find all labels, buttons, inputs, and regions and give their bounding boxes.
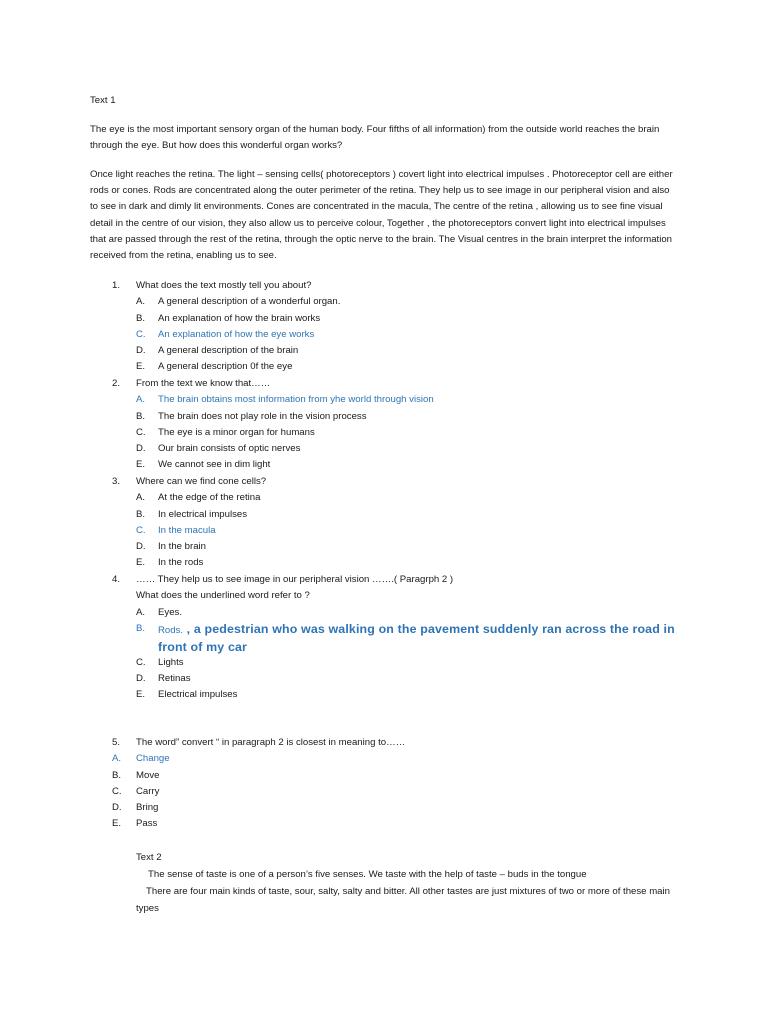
inserted-sentence: , a pedestrian who was walking on the pavement suddenly ran across the road in front of my car [158,621,675,654]
text2-line-2: There are four main kinds of taste, sour, salty, salty and bitter. All other tastes are just mixtures of two or more of these main types [136,886,670,914]
question-number: 4. [112,574,121,585]
question-number: 5. [112,737,121,748]
question-text: Where can we find cone cells? [136,476,267,487]
question-text: From the text we know that…… [136,378,271,389]
question-number: 2. [112,378,121,389]
question-text: The word” convert “ in paragraph 2 is closest in meaning to…… [136,737,406,748]
text1-paragraph-1: The eye is the most important sensory organ of the human body. Four fifths of all information) from the outside world reaches the brain through the eye. But how does this wonderful organ works? [90,124,660,152]
text1-paragraph-2: Once light reaches the retina. The light – sensing cells( photoreceptors ) covert light into electrical impulses . Photoreceptor cell are either rods or cones. Rods are concentrated along the outer perimeter of the retina. They help us to see image in our peripheral vision and also to see in dark and dimly lit environments. Cones are concentrated in the macula, The centre of the retina , allowing us to see fine visual detail in the centre of our vision, they also allow us to perceive colour, Together , the photoreceptors convert light into electrical impulses that are passed through the rest of the retina, through the optic nerve to the brain. The Visual centres in the brain interpret the information received from the retina, enabling us to see. [90,169,673,262]
option-b-label: Rods. [158,624,184,636]
question-text: What does the text mostly tell you about? [136,280,312,291]
question-subtext: What does the underlined word refer to ? [136,590,310,602]
question-number: 1. [112,280,121,291]
document-page: Text 1 The eye is the most important sensory organ of the human body. Four fifths of all information) from the outside world reaches the brain through the eye. But how does this wonderful organ works? Once light reaches the retina. The light – sensing cells( photoreceptors ) covert light into electrical impulses . Photoreceptor cell are either rods or cones. Rods are concentrated along the outer perimeter of the retina. They help us to see image in our peripheral vision and also to see in dark and dimly lit environments. Cones are concentrated in the macula, The centre of the retina , allowing us to see fine visual detail in the centre of our vision, they also allow us to perceive colour, Together , the photoreceptors convert light into electrical impulses that are passed through the rest of the retina, through the optic nerve to the brain. The Visual centres in the brain interpret the information received from the retina, enabling us to see. 1. What does the text mostly tell you about? A. A general description of a wonderful organ. B. An explanation of how the brain works C. An explanation of how the eye works D. A general description of the brain E. A general description 0f the eye 2. From the text we know that…… A. The brain obtains most information from yhe world through vision B. The brain does not play role in the vision process C. The eye is a minor organ for humans D. Our brain consists of optic nerves E. We cannot see in dim light 3. Where can we find cone cells? A. At the edge of the retina B. In electrical impulses C. In the macula D. In the brain E. In the rods 4. …… They help us to see image in our peripheral vision …….( Paragrph 2 ) What does the underlined word refer to ? A. Eyes. B. Rods. , a pedestrian who was walking on the pavement suddenly ran across the road in front of my car C. Lights D. Retinas E. Electrical impulses 5. The word” convert “ in paragraph 2 is closest in meaning to…… A. Change B. Move C. Carry D. Bring E. Pass Text 2 The sense of taste is one of a person’s five senses. We taste with the help of taste – buds in the tongue There are four main kinds of taste, sour, salty, salty and bitter. All other tastes are just mixtures of two or more of these main types [0,0,768,1024]
text2-title: Text 2 [136,852,162,863]
text2-line-1: The sense of taste is one of a person’s five senses. We taste with the help of taste – buds in the tongue [148,869,587,880]
text1-title: Text 1 [90,95,116,106]
question-number: 3. [112,476,121,487]
question-text: …… They help us to see image in our peripheral vision …….( Paragrph 2 ) [136,574,454,585]
